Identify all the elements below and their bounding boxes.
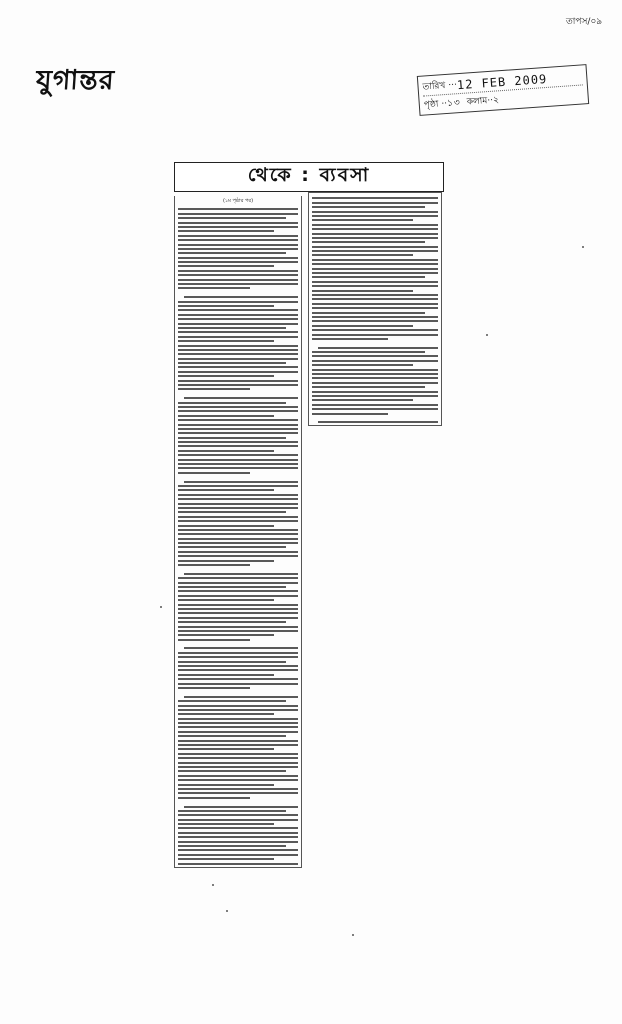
text-line — [312, 276, 425, 278]
text-line — [178, 713, 274, 715]
text-line — [184, 647, 298, 649]
text-line — [312, 334, 438, 336]
text-line — [178, 261, 298, 263]
text-line — [312, 263, 438, 265]
stamp-date-value: 12 FEB 2009 — [456, 71, 548, 92]
text-line — [178, 683, 298, 685]
text-line — [178, 503, 298, 505]
text-line — [318, 421, 438, 423]
text-line — [178, 331, 298, 333]
text-line — [312, 351, 425, 353]
text-line — [178, 604, 298, 606]
text-line — [312, 395, 438, 397]
text-line — [178, 590, 298, 592]
text-line — [178, 301, 298, 303]
text-line — [178, 792, 298, 794]
text-line — [312, 241, 425, 243]
text-line — [178, 235, 298, 237]
text-line — [178, 529, 298, 531]
left-column-text — [178, 208, 298, 868]
text-line — [178, 779, 298, 781]
text-line — [178, 586, 286, 588]
text-line — [178, 665, 298, 667]
text-line — [178, 608, 298, 610]
text-line — [312, 246, 438, 248]
text-line — [178, 740, 298, 742]
text-line — [312, 325, 413, 327]
text-line — [178, 520, 298, 522]
text-line — [178, 437, 286, 439]
text-line — [178, 656, 298, 658]
text-line — [178, 283, 298, 285]
text-line — [178, 775, 298, 777]
text-line — [178, 849, 298, 851]
text-line — [184, 481, 298, 483]
text-line — [312, 228, 438, 230]
text-line — [312, 307, 438, 309]
text-line — [178, 353, 298, 355]
text-line — [178, 748, 274, 750]
text-line — [178, 546, 286, 548]
text-line — [178, 744, 298, 746]
text-line — [178, 340, 274, 342]
text-line — [312, 391, 438, 393]
text-line — [178, 314, 298, 316]
text-line — [312, 259, 438, 261]
text-line — [178, 595, 298, 597]
date-stamp — [417, 64, 589, 116]
text-line — [312, 373, 438, 375]
scan-speck — [226, 910, 228, 912]
text-line — [178, 410, 298, 412]
text-line — [178, 718, 298, 720]
text-line — [178, 222, 298, 224]
text-line — [178, 265, 274, 267]
text-line — [178, 669, 298, 671]
text-line — [312, 312, 425, 314]
text-line — [184, 806, 298, 808]
text-line — [178, 362, 286, 364]
text-line — [178, 419, 298, 421]
text-line — [318, 347, 438, 349]
text-line — [178, 577, 298, 579]
text-line — [178, 230, 274, 232]
text-line — [312, 224, 438, 226]
text-line — [184, 296, 298, 298]
text-line — [312, 272, 438, 274]
text-line — [178, 722, 298, 724]
text-line — [178, 766, 298, 768]
text-line — [312, 250, 438, 252]
text-line — [178, 252, 286, 254]
text-line — [178, 309, 298, 311]
scan-speck — [582, 246, 584, 248]
text-line — [312, 316, 438, 318]
text-line — [178, 498, 298, 500]
text-line — [178, 274, 298, 276]
text-line — [178, 428, 298, 430]
text-line — [312, 215, 438, 217]
text-line — [178, 384, 298, 386]
text-line — [312, 303, 438, 305]
text-line — [178, 415, 274, 417]
text-line — [312, 294, 438, 296]
text-line — [178, 525, 274, 527]
text-line — [184, 397, 298, 399]
text-line — [178, 402, 286, 404]
text-line — [312, 298, 438, 300]
text-line — [178, 854, 298, 856]
text-line — [178, 621, 286, 623]
text-line — [312, 382, 438, 384]
text-line — [178, 617, 298, 619]
text-line — [178, 705, 298, 707]
text-line — [312, 404, 438, 406]
text-line — [184, 573, 298, 575]
article-column-right — [308, 192, 442, 426]
text-line — [178, 757, 298, 759]
text-line — [178, 226, 298, 228]
text-line — [178, 366, 298, 368]
text-line — [312, 211, 438, 213]
text-line — [178, 445, 298, 447]
text-line — [178, 305, 274, 307]
text-line — [178, 674, 274, 676]
text-line — [178, 770, 286, 772]
text-line — [178, 489, 274, 491]
text-line — [312, 399, 413, 401]
text-line — [178, 735, 286, 737]
stamp-page-label: পৃষ্ঠা — [423, 99, 439, 111]
text-line — [178, 244, 298, 246]
scan-speck — [486, 334, 488, 336]
text-line — [312, 320, 438, 322]
text-line — [178, 507, 298, 509]
text-line — [178, 634, 274, 636]
text-line — [178, 454, 298, 456]
text-line — [312, 268, 438, 270]
text-line — [178, 213, 298, 215]
text-line — [178, 516, 298, 518]
text-line — [178, 612, 298, 614]
text-line — [178, 731, 298, 733]
text-line — [312, 386, 425, 388]
text-line — [312, 202, 438, 204]
text-line — [178, 858, 274, 860]
text-line — [178, 726, 298, 728]
text-line — [178, 424, 298, 426]
stamp-page-row: পৃষ্ঠা ·· ১৩ কলাম ·· ২ — [423, 84, 584, 113]
continued-note: (১ম পৃষ্ঠার পর) — [222, 198, 254, 204]
right-column-text — [312, 197, 438, 423]
corner-mark: তাপস/০৯ — [566, 17, 603, 27]
text-line — [312, 360, 438, 362]
scan-speck — [160, 606, 162, 608]
text-line — [178, 345, 298, 347]
text-line — [178, 248, 298, 250]
text-line — [178, 336, 298, 338]
text-line — [178, 323, 298, 325]
stamp-column-value: ২ — [492, 95, 501, 106]
text-line — [178, 371, 298, 373]
newspaper-clipping — [174, 162, 444, 872]
text-line — [178, 511, 286, 513]
text-line — [178, 485, 298, 487]
text-line — [312, 364, 413, 366]
text-line — [312, 377, 438, 379]
text-line — [312, 197, 438, 199]
text-line — [178, 494, 298, 496]
text-line — [312, 237, 438, 239]
text-line — [178, 217, 286, 219]
text-line — [184, 696, 298, 698]
text-line — [178, 841, 298, 843]
text-line — [312, 329, 438, 331]
text-line — [178, 788, 298, 790]
text-line — [312, 233, 438, 235]
text-line — [178, 463, 298, 465]
text-line — [178, 582, 298, 584]
text-line — [312, 206, 425, 208]
newspaper-masthead: যুগান্তর — [35, 65, 116, 96]
article-column-left — [174, 196, 302, 868]
text-line — [178, 814, 298, 816]
text-line — [178, 819, 298, 821]
text-line — [178, 533, 298, 535]
text-line — [178, 375, 274, 377]
text-line — [178, 555, 298, 557]
text-line — [178, 459, 298, 461]
text-line — [178, 551, 298, 553]
text-line — [178, 406, 298, 408]
scan-speck — [352, 934, 354, 936]
text-line — [178, 810, 286, 812]
text-line — [178, 827, 298, 829]
text-line — [178, 208, 298, 210]
text-line — [178, 239, 298, 241]
article-headline: থেকে : ব্যবসা — [174, 162, 444, 192]
text-line — [178, 318, 298, 320]
text-line — [178, 832, 298, 834]
text-line — [178, 358, 298, 360]
text-line — [178, 652, 298, 654]
stamp-date-label: তারিখ — [422, 81, 446, 93]
text-line — [178, 327, 286, 329]
stamp-page-value: ১৩ — [446, 97, 462, 109]
text-line — [178, 762, 298, 764]
text-line — [312, 281, 438, 283]
text-line — [178, 380, 298, 382]
text-line — [178, 560, 274, 562]
stamp-date-row: তারিখ ··· 12 FEB 2009 — [422, 71, 548, 93]
text-line — [178, 349, 298, 351]
text-line — [178, 753, 298, 755]
text-line — [312, 290, 413, 292]
text-line — [178, 599, 274, 601]
text-line — [178, 836, 298, 838]
text-line — [178, 432, 298, 434]
text-line — [178, 700, 286, 702]
text-line — [178, 661, 286, 663]
text-line — [178, 467, 298, 469]
text-line — [178, 709, 298, 711]
text-line — [178, 784, 274, 786]
stamp-column-label: কলাম — [466, 96, 488, 108]
text-line — [178, 279, 298, 281]
scan-speck — [212, 884, 214, 886]
text-line — [312, 285, 438, 287]
text-line — [312, 254, 413, 256]
text-line — [178, 678, 298, 680]
text-line — [178, 538, 298, 540]
text-line — [312, 408, 438, 410]
text-line — [178, 257, 298, 259]
text-line — [178, 270, 298, 272]
text-line — [312, 369, 438, 371]
text-line — [178, 441, 298, 443]
text-line — [178, 630, 298, 632]
text-line — [178, 450, 274, 452]
text-line — [312, 219, 413, 221]
text-line — [178, 863, 298, 865]
text-line — [178, 845, 286, 847]
text-line — [178, 867, 298, 868]
text-line — [178, 542, 298, 544]
text-line — [178, 626, 298, 628]
text-line — [178, 823, 274, 825]
text-line — [312, 355, 438, 357]
